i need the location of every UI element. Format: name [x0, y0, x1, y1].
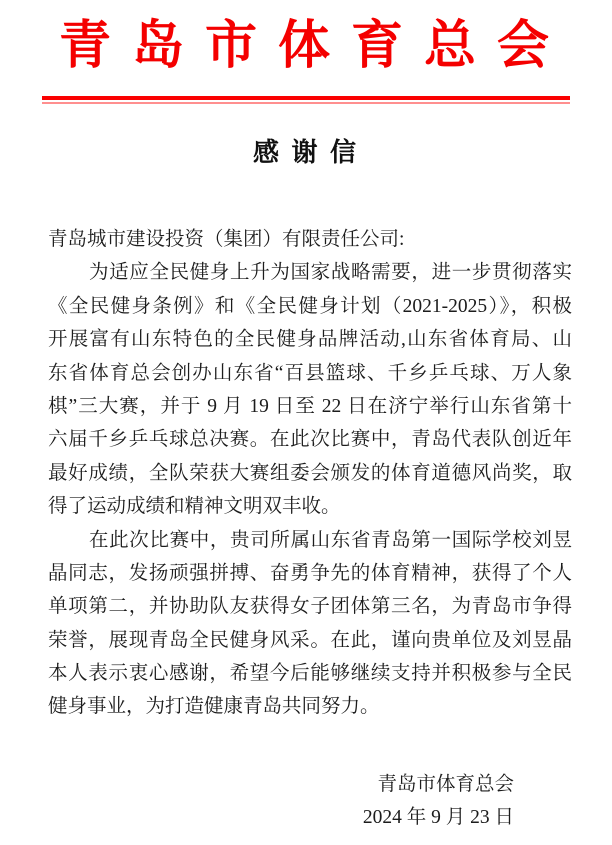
paragraphs [48, 256, 572, 723]
body-line: 开展富有山东特色的全民健身品牌活动,山东省体育局、山 [48, 329, 572, 351]
body-line: 健身事业，为打造健康青岛共同努力。 [48, 696, 380, 718]
body-line: 在此次比赛中，贵司所属山东省青岛第一国际学校刘昱 [89, 529, 572, 551]
letter-body [48, 223, 572, 835]
date-line: 2024 年 9 月 23 日 [362, 807, 514, 829]
body-line: 《全民健身条例》和《全民健身计划（2021-2025）》，积极 [48, 295, 572, 317]
body-line: 为适应全民健身上升为国家战略需要，进一步贯彻落实 [89, 262, 572, 284]
org-name-header: 青 岛 市 体 育 总 会 [58, 18, 553, 75]
divider-thin-line [42, 102, 570, 104]
salutation: 青岛城市建设投资（集团）有限责任公司: [48, 229, 405, 250]
body-line: 本人表示衷心感谢，希望今后能够继续支持并积极参与全民 [48, 663, 572, 685]
body-line: 六届千乡乒乓球总决赛。在此次比赛中，青岛代表队创近年 [48, 429, 572, 451]
letterhead-divider [42, 96, 570, 104]
body-line: 得了运动成绩和精神文明双丰收。 [48, 496, 341, 518]
body-line: 荣誉，展现青岛全民健身风采。在此，谨向贵单位及刘昱晶 [48, 629, 572, 651]
body-line: 单项第二，并协助队友获得女子团体第三名，为青岛市争得 [48, 596, 572, 618]
body-line: 晶同志，发扬顽强拼搏、奋勇争先的体育精神，获得了个人 [48, 562, 572, 584]
body-line: 棋”三大赛，并于 9 月 19 日至 22 日在济宁举行山东省第十 [48, 395, 572, 417]
body-line: 东省体育总会创办山东省“百县篮球、千乡乒乓球、万人象 [48, 362, 572, 384]
letter-title: 感 谢 信 [252, 138, 359, 167]
body-line: 最好成绩，全队荣获大赛组委会颁发的体育道德风尚奖，取 [48, 462, 572, 484]
signature: 青岛市体育总会 [377, 773, 514, 795]
